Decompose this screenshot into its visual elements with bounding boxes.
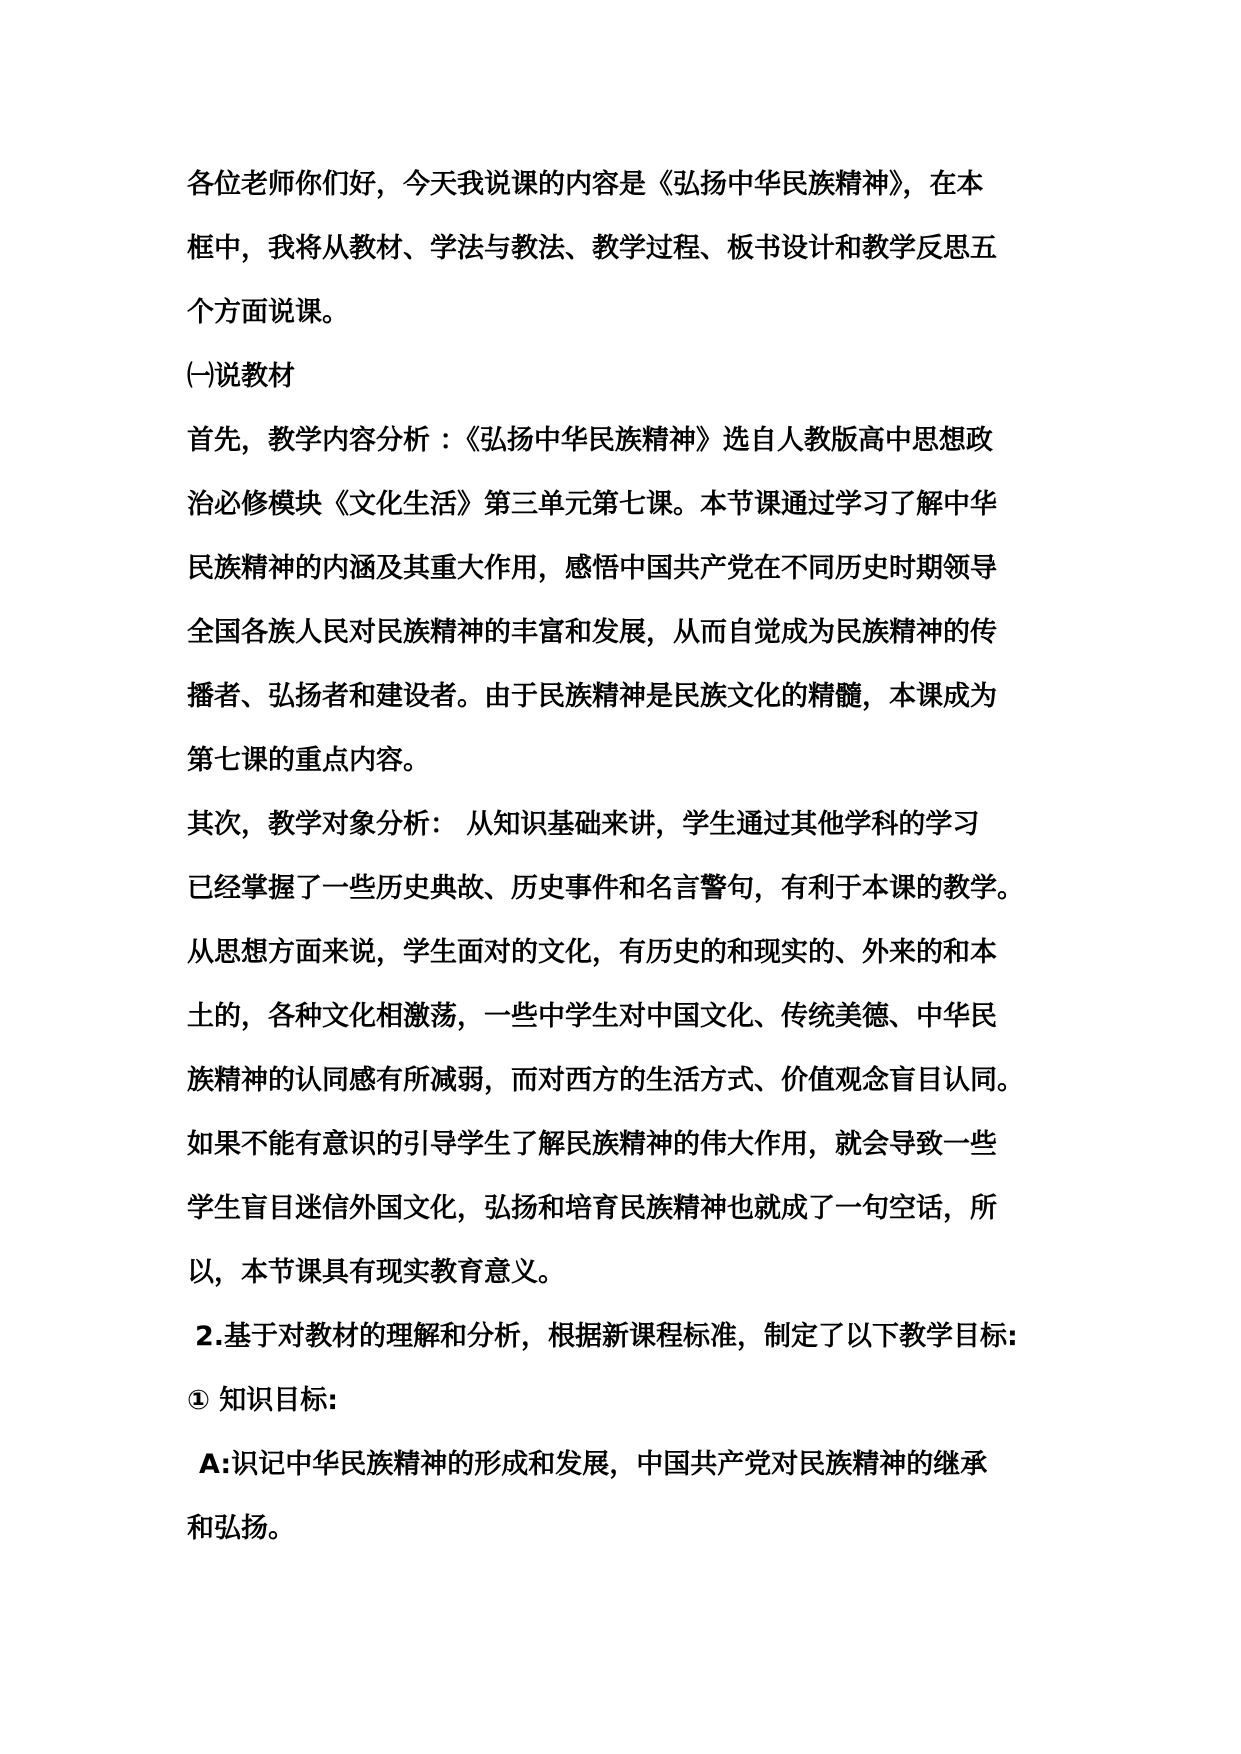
text-line: 族精神的认同感有所减弱，而对西方的生活方式、价值观念盲目认同。 (187, 1065, 1024, 1096)
text-line: 全国各族人民对民族精神的丰富和发展，从而自觉成为民族精神的传 (187, 617, 997, 648)
text-line: 从思想方面来说，学生面对的文化，有历史的和现实的、外来的和本 (187, 937, 997, 968)
text-line: 治必修模块《文化生活》第三单元第七课。本节课通过学习了解中华 (187, 489, 997, 520)
text-line: 和弘扬。 (187, 1513, 295, 1544)
text-line: A:识记中华民族精神的形成和发展，中国共产党对民族精神的继承 (199, 1449, 988, 1480)
text-line: 第七课的重点内容。 (187, 745, 430, 776)
text-line: 播者、弘扬者和建设者。由于民族精神是民族文化的精髓，本课成为 (187, 681, 997, 712)
text-line: 学生盲目迷信外国文化，弘扬和培育民族精神也就成了一句空话，所 (187, 1193, 997, 1224)
text-line: 其次，教学对象分析： 从知识基础来讲，学生通过其他学科的学习 (187, 809, 980, 840)
text-line: 首先，教学内容分析 ：《弘扬中华民族精神》选自人教版高中思想政 (187, 425, 993, 456)
text-line: 以，本节课具有现实教育意义。 (187, 1257, 565, 1288)
text-line: 各位老师你们好，今天我说课的内容是《弘扬中华民族精神》，在本 (187, 169, 984, 200)
text-line: 个方面说课。 (187, 297, 349, 328)
subheading: ① 知识目标: (187, 1385, 339, 1416)
text-line: 2.基于对教材的理解和分析，根据新课程标准，制定了以下教学目标: (195, 1321, 1018, 1352)
text-line: 框中，我将从教材、学法与教法、教学过程、板书设计和教学反思五 (187, 233, 997, 264)
text-line: 民族精神的内涵及其重大作用，感悟中国共产党在不同历史时期领导 (187, 553, 997, 584)
section-heading: ㈠说教材 (187, 361, 295, 392)
text-line: 土的，各种文化相激荡，一些中学生对中国文化、传统美德、中华民 (187, 1001, 997, 1032)
text-line: 如果不能有意识的引导学生了解民族精神的伟大作用，就会导致一些 (187, 1129, 997, 1160)
text-line: 已经掌握了一些历史典故、历史事件和名言警句，有利于本课的教学。 (187, 873, 1024, 904)
body-text (187, 153, 1067, 1561)
